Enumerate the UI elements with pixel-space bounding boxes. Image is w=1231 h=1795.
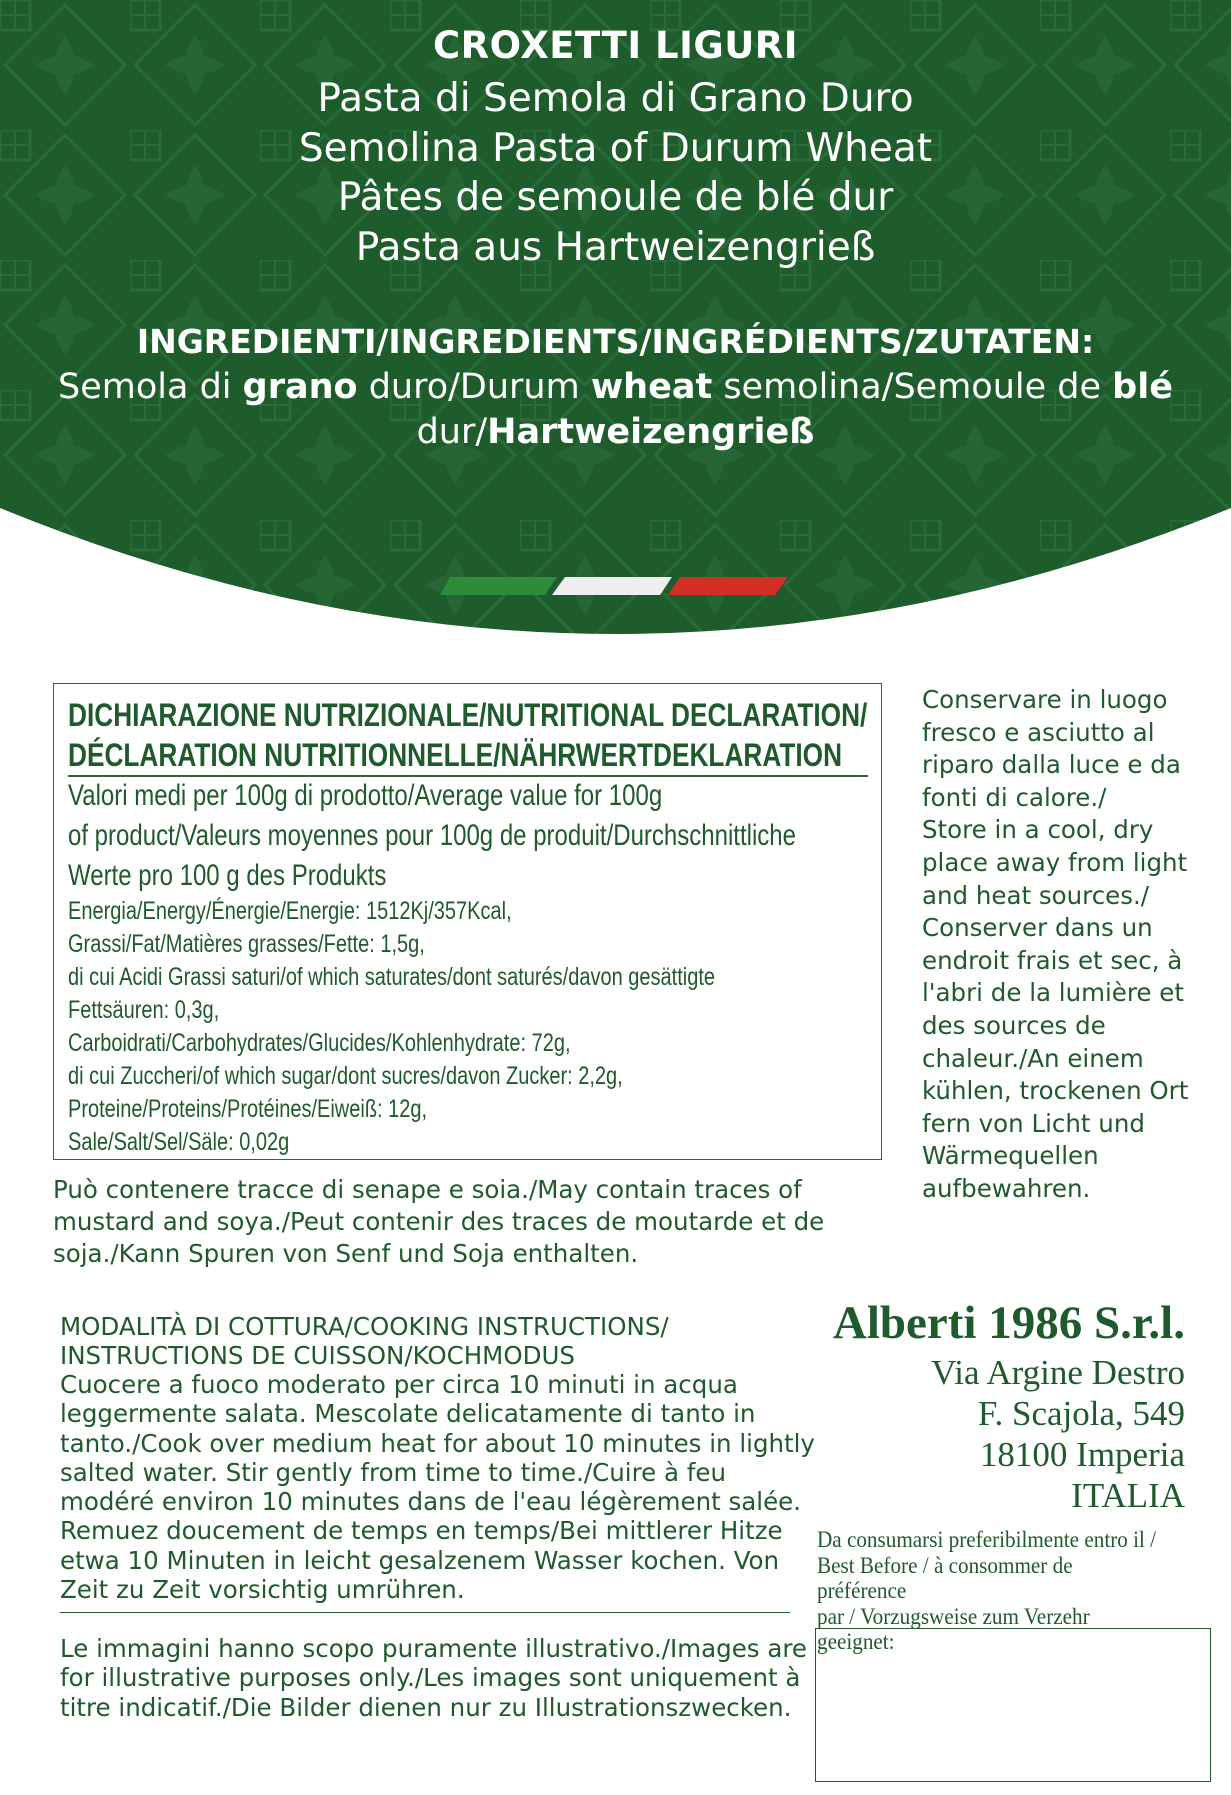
flag-red-band [668,577,788,595]
nutrition-row-proteins: Proteine/Proteins/Protéines/Eiweiß: 12g, [68,1095,428,1123]
nutrition-row-salt: Sale/Salt/Sel/Säle: 0,02g [68,1128,290,1156]
cooking-line: salted water. Stir gently from time to time./Cuire à feu [60,1457,726,1487]
cooking-line: modéré environ 10 minutes dans de l'eau légèrement salée. [60,1487,802,1517]
cooking-line: Remuez doucement de temps en temps/Bei mittlerer Hitze [60,1516,783,1546]
nutrition-row-carbohydrates: Carboidrati/Carbohydrates/Glucides/Kohlenhydrate: 72g, [68,1029,571,1057]
storage-line: Conservare in luogo [922,685,1168,714]
cooking-line: leggermente salata. Mescolate delicatamente di tanto in [60,1399,756,1429]
address-line: Via Argine Destro [931,1353,1185,1392]
disclaimer-line: for illustrative purposes only./Les images sont uniquement à [60,1663,801,1693]
italian-flag-stripe [440,577,790,597]
storage-line: Conserver dans un [922,913,1153,943]
storage-line: des sources de [922,1010,1106,1040]
storage-line: aufbewahren. [922,1173,1091,1203]
average-value-line: of product/Valeurs moyennes pour 100g de produit/Durchschnittliche [68,819,796,852]
nutrition-row-saturates: di cui Acidi Grassi saturi/of which saturates/dont saturés/davon gesättigte [68,963,716,991]
ingredients-line-1 [0,365,1231,410]
ingredients-part: duro/Durum [357,367,591,407]
flag-white-band [552,577,672,595]
cooking-line: Zeit zu Zeit vorsichtig umrühren. [60,1575,465,1605]
allergen-line: soja./Kann Spuren von Senf und Soja enthalten. [53,1239,639,1268]
company-name: Alberti 1986 S.r.l. [832,1297,1185,1349]
storage-line: fern von Licht und [922,1108,1145,1138]
storage-line: and heat sources./ [922,880,1150,910]
ingredients-part: dur/ [416,412,488,452]
storage-line: l'abri de la lumière et [922,978,1184,1008]
address-country: ITALIA [1071,1476,1185,1515]
subtitle-german: Pasta aus Hartweizengrieß [355,225,876,270]
subtitle-english: Semolina Pasta of Durum Wheat [298,126,933,171]
ingredients-part: semolina/Semoule de [712,367,1113,407]
storage-line: place away from light [922,847,1188,877]
cooking-title-line: MODALITÀ DI COTTURA/COOKING INSTRUCTIONS/ [60,1312,669,1341]
ingredients-part: Semola di [58,367,243,407]
ingredients-allergen: wheat [590,367,713,407]
nutrition-row-sugar: di cui Zuccheri/of which sugar/dont sucres/davon Zucker: 2,2g, [68,1062,623,1090]
separator-line [60,1612,790,1613]
disclaimer-line: Le immagini hanno scopo puramente illustrativo./Images are [60,1634,807,1663]
average-value-line: Valori medi per 100g di prodotto/Average value for 100g [68,779,663,812]
storage-line: chaleur./An einem [922,1043,1144,1073]
ingredients-line-2 [0,410,1231,455]
flag-green-band [440,577,557,595]
allergen-line: Può contenere tracce di senape e soia./May contain traces of [53,1175,802,1204]
ingredients-allergen: Hartweizengrieß [487,412,815,452]
ingredients-title: INGREDIENTI/INGREDIENTS/INGRÉDIENTS/ZUTATEN: [136,322,1095,361]
average-value-line: Werte pro 100 g des Produkts [68,859,387,892]
cooking-line: etwa 10 Minuten in leicht gesalzenem Wasser kochen. Von [60,1545,780,1575]
storage-line: Wärmequellen [922,1141,1099,1171]
cooking-title [60,1312,780,1370]
storage-line: fresco e asciutto al [922,717,1155,747]
nutrition-table [53,683,882,1160]
disclaimer-line: titre indicatif./Die Bilder dienen nur zu Illustrationszwecken. [60,1692,792,1722]
ingredients-allergen: blé [1112,367,1173,407]
nutrition-title-line-1: DICHIARAZIONE NUTRIZIONALE/NUTRITIONAL DECLARATION/ [68,697,868,733]
address-line: F. Scajola, 549 [977,1394,1185,1433]
allergen-warning [53,1174,853,1270]
images-disclaimer [60,1634,820,1722]
allergen-line: mustard and soya./Peut contenir des traces de moutarde et de [53,1207,825,1236]
cooking-line: tanto./Cook over medium heat for about 10 minutes in lightly [60,1428,815,1458]
best-before-line: par / Vorzugsweise zum Verzehr geeignet: [817,1603,1090,1654]
subtitle-italian: Pasta di Semola di Grano Duro [317,76,914,121]
ingredients-allergen: grano [242,367,358,407]
storage-line: kühlen, trockenen Ort [922,1076,1189,1106]
cooking-instructions [60,1370,820,1604]
best-before-date-box [815,1628,1211,1782]
storage-instructions [922,684,1222,1206]
product-title: CROXETTI LIGURI [432,24,799,67]
subtitle-french: Pâtes de semoule de blé dur [337,175,894,220]
best-before-line: Da consumarsi preferibilmente entro il / [817,1527,1157,1552]
best-before-line: Best Before / à consommer de préférence [817,1552,1073,1603]
storage-line: fonti di calore./ [922,782,1107,812]
storage-line: riparo dalla luce e da [922,750,1181,780]
nutrition-title-line-2: DÉCLARATION NUTRITIONNELLE/NÄHRWERTDEKLARATION [68,737,843,773]
nutrition-row-saturates-value: Fettsäuren: 0,3g, [68,996,220,1024]
nutrition-row-energy: Energia/Energy/Énergie/Energie: 1512Kj/357Kcal, [68,897,512,925]
cooking-line: Cuocere a fuoco moderato per circa 10 minuti in acqua [60,1370,738,1399]
divider [68,775,868,777]
address-line: 18100 Imperia [979,1435,1185,1474]
nutrition-row-fat: Grassi/Fat/Matières grasses/Fette: 1,5g, [68,930,425,958]
storage-line: Store in a cool, dry [922,815,1154,845]
ingredients-text [0,365,1231,455]
storage-line: endroit frais et sec, à [922,945,1183,975]
cooking-title-line: INSTRUCTIONS DE CUISSON/KOCHMODUS [60,1341,575,1370]
